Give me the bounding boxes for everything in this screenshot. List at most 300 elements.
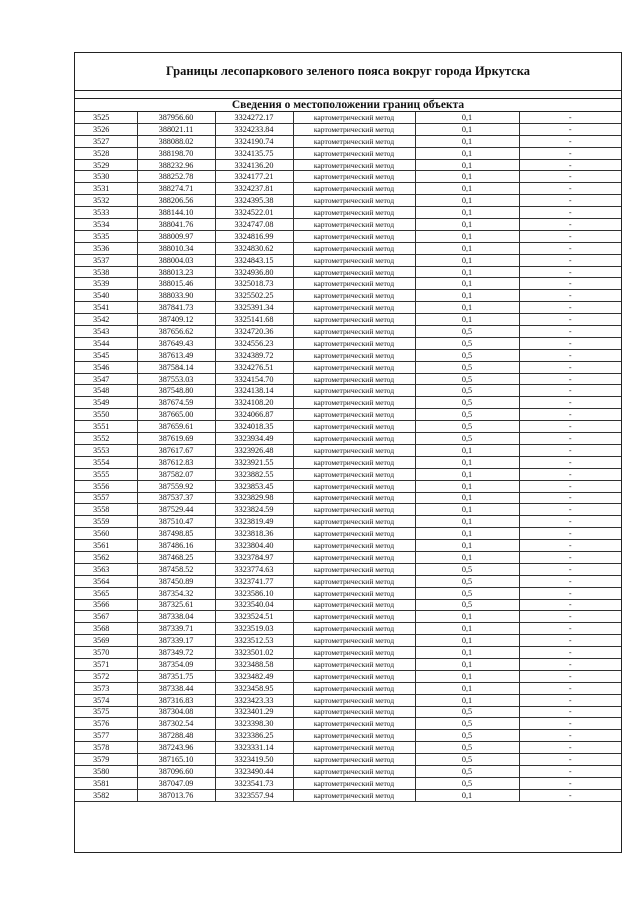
method-cell: картометрический метод xyxy=(293,195,415,207)
y-coordinate-cell: 3325141.68 xyxy=(215,314,293,326)
point-number-cell: 3557 xyxy=(75,492,137,504)
note-cell: - xyxy=(519,540,621,552)
y-coordinate-cell: 3324556.23 xyxy=(215,337,293,349)
x-coordinate-cell: 387613.49 xyxy=(137,349,215,361)
note-cell: - xyxy=(519,433,621,445)
y-coordinate-cell: 3323819.49 xyxy=(215,516,293,528)
method-cell: картометрический метод xyxy=(293,444,415,456)
point-number-cell: 3547 xyxy=(75,373,137,385)
accuracy-cell: 0,5 xyxy=(415,742,519,754)
note-cell: - xyxy=(519,123,621,135)
x-coordinate-cell: 387349.72 xyxy=(137,647,215,659)
x-coordinate-cell: 387510.47 xyxy=(137,516,215,528)
method-cell: картометрический метод xyxy=(293,290,415,302)
method-cell: картометрический метод xyxy=(293,242,415,254)
x-coordinate-cell: 387956.60 xyxy=(137,112,215,123)
point-number-cell: 3544 xyxy=(75,337,137,349)
table-row xyxy=(75,337,621,349)
note-cell: - xyxy=(519,754,621,766)
accuracy-cell: 0,1 xyxy=(415,658,519,670)
point-number-cell: 3571 xyxy=(75,658,137,670)
y-coordinate-cell: 3323519.03 xyxy=(215,623,293,635)
accuracy-cell: 0,5 xyxy=(415,765,519,777)
point-number-cell: 3555 xyxy=(75,468,137,480)
method-cell: картометрический метод xyxy=(293,230,415,242)
y-coordinate-cell: 3325391.34 xyxy=(215,302,293,314)
note-cell: - xyxy=(519,468,621,480)
y-coordinate-cell: 3323419.50 xyxy=(215,754,293,766)
accuracy-cell: 0,5 xyxy=(415,754,519,766)
accuracy-cell: 0,1 xyxy=(415,123,519,135)
y-coordinate-cell: 3324018.35 xyxy=(215,421,293,433)
method-cell: картометрический метод xyxy=(293,647,415,659)
y-coordinate-cell: 3323882.55 xyxy=(215,468,293,480)
note-cell: - xyxy=(519,171,621,183)
accuracy-cell: 0,1 xyxy=(415,635,519,647)
x-coordinate-cell: 387617.67 xyxy=(137,444,215,456)
coordinates-table xyxy=(75,112,621,802)
point-number-cell: 3570 xyxy=(75,647,137,659)
table-row xyxy=(75,242,621,254)
x-coordinate-cell: 387047.09 xyxy=(137,777,215,789)
method-cell: картометрический метод xyxy=(293,528,415,540)
document-title: Границы лесопаркового зеленого пояса вокруг города Иркутска xyxy=(75,53,621,91)
table-row xyxy=(75,647,621,659)
point-number-cell: 3556 xyxy=(75,480,137,492)
table-row xyxy=(75,290,621,302)
table-row xyxy=(75,433,621,445)
accuracy-cell: 0,1 xyxy=(415,504,519,516)
table-row xyxy=(75,159,621,171)
table-row xyxy=(75,528,621,540)
note-cell: - xyxy=(519,718,621,730)
method-cell: картометрический метод xyxy=(293,409,415,421)
point-number-cell: 3565 xyxy=(75,587,137,599)
point-number-cell: 3574 xyxy=(75,694,137,706)
point-number-cell: 3539 xyxy=(75,278,137,290)
table-row xyxy=(75,444,621,456)
x-coordinate-cell: 387165.10 xyxy=(137,754,215,766)
point-number-cell: 3564 xyxy=(75,575,137,587)
point-number-cell: 3551 xyxy=(75,421,137,433)
note-cell: - xyxy=(519,314,621,326)
y-coordinate-cell: 3323557.94 xyxy=(215,789,293,801)
x-coordinate-cell: 387339.71 xyxy=(137,623,215,635)
x-coordinate-cell: 387498.85 xyxy=(137,528,215,540)
note-cell: - xyxy=(519,670,621,682)
method-cell: картометрический метод xyxy=(293,777,415,789)
y-coordinate-cell: 3324816.99 xyxy=(215,230,293,242)
point-number-cell: 3577 xyxy=(75,730,137,742)
point-number-cell: 3563 xyxy=(75,563,137,575)
accuracy-cell: 0,1 xyxy=(415,219,519,231)
x-coordinate-cell: 388232.96 xyxy=(137,159,215,171)
point-number-cell: 3533 xyxy=(75,207,137,219)
y-coordinate-cell: 3324747.08 xyxy=(215,219,293,231)
accuracy-cell: 0,1 xyxy=(415,623,519,635)
point-number-cell: 3572 xyxy=(75,670,137,682)
table-row xyxy=(75,694,621,706)
accuracy-cell: 0,1 xyxy=(415,159,519,171)
y-coordinate-cell: 3324395.38 xyxy=(215,195,293,207)
point-number-cell: 3558 xyxy=(75,504,137,516)
accuracy-cell: 0,1 xyxy=(415,171,519,183)
accuracy-cell: 0,1 xyxy=(415,207,519,219)
point-number-cell: 3566 xyxy=(75,599,137,611)
x-coordinate-cell: 387486.16 xyxy=(137,540,215,552)
x-coordinate-cell: 387553.03 xyxy=(137,373,215,385)
method-cell: картометрический метод xyxy=(293,266,415,278)
method-cell: картометрический метод xyxy=(293,504,415,516)
point-number-cell: 3526 xyxy=(75,123,137,135)
point-number-cell: 3581 xyxy=(75,777,137,789)
x-coordinate-cell: 387338.04 xyxy=(137,611,215,623)
accuracy-cell: 0,1 xyxy=(415,135,519,147)
point-number-cell: 3549 xyxy=(75,397,137,409)
point-number-cell: 3575 xyxy=(75,706,137,718)
note-cell: - xyxy=(519,278,621,290)
point-number-cell: 3559 xyxy=(75,516,137,528)
section-subtitle: Сведения о местоположении границ объекта xyxy=(75,99,621,112)
table-row xyxy=(75,575,621,587)
y-coordinate-cell: 3323331.14 xyxy=(215,742,293,754)
note-cell: - xyxy=(519,230,621,242)
table-row xyxy=(75,361,621,373)
y-coordinate-cell: 3324276.51 xyxy=(215,361,293,373)
method-cell: картометрический метод xyxy=(293,278,415,290)
table-row xyxy=(75,314,621,326)
accuracy-cell: 0,5 xyxy=(415,433,519,445)
accuracy-cell: 0,5 xyxy=(415,385,519,397)
x-coordinate-cell: 387612.83 xyxy=(137,456,215,468)
note-cell: - xyxy=(519,290,621,302)
method-cell: картометрический метод xyxy=(293,670,415,682)
table-row xyxy=(75,777,621,789)
table-row xyxy=(75,765,621,777)
method-cell: картометрический метод xyxy=(293,611,415,623)
y-coordinate-cell: 3325018.73 xyxy=(215,278,293,290)
accuracy-cell: 0,5 xyxy=(415,421,519,433)
table-row xyxy=(75,397,621,409)
accuracy-cell: 0,5 xyxy=(415,575,519,587)
method-cell: картометрический метод xyxy=(293,587,415,599)
accuracy-cell: 0,1 xyxy=(415,266,519,278)
method-cell: картометрический метод xyxy=(293,326,415,338)
point-number-cell: 3537 xyxy=(75,254,137,266)
note-cell: - xyxy=(519,563,621,575)
x-coordinate-cell: 387458.52 xyxy=(137,563,215,575)
point-number-cell: 3582 xyxy=(75,789,137,801)
accuracy-cell: 0,5 xyxy=(415,349,519,361)
accuracy-cell: 0,5 xyxy=(415,373,519,385)
table-row xyxy=(75,456,621,468)
accuracy-cell: 0,1 xyxy=(415,302,519,314)
note-cell: - xyxy=(519,266,621,278)
point-number-cell: 3536 xyxy=(75,242,137,254)
accuracy-cell: 0,5 xyxy=(415,563,519,575)
point-number-cell: 3527 xyxy=(75,135,137,147)
method-cell: картометрический метод xyxy=(293,599,415,611)
x-coordinate-cell: 388144.10 xyxy=(137,207,215,219)
table-row xyxy=(75,658,621,670)
accuracy-cell: 0,1 xyxy=(415,682,519,694)
table-row xyxy=(75,623,621,635)
method-cell: картометрический метод xyxy=(293,551,415,563)
method-cell: картометрический метод xyxy=(293,765,415,777)
y-coordinate-cell: 3323824.59 xyxy=(215,504,293,516)
x-coordinate-cell: 387649.43 xyxy=(137,337,215,349)
note-cell: - xyxy=(519,159,621,171)
method-cell: картометрический метод xyxy=(293,147,415,159)
note-cell: - xyxy=(519,551,621,563)
accuracy-cell: 0,1 xyxy=(415,254,519,266)
x-coordinate-cell: 387338.44 xyxy=(137,682,215,694)
method-cell: картометрический метод xyxy=(293,421,415,433)
method-cell: картометрический метод xyxy=(293,754,415,766)
note-cell: - xyxy=(519,682,621,694)
method-cell: картометрический метод xyxy=(293,361,415,373)
method-cell: картометрический метод xyxy=(293,159,415,171)
x-coordinate-cell: 387339.17 xyxy=(137,635,215,647)
note-cell: - xyxy=(519,765,621,777)
x-coordinate-cell: 387619.69 xyxy=(137,433,215,445)
accuracy-cell: 0,5 xyxy=(415,337,519,349)
accuracy-cell: 0,1 xyxy=(415,480,519,492)
x-coordinate-cell: 388252.78 xyxy=(137,171,215,183)
method-cell: картометрический метод xyxy=(293,682,415,694)
y-coordinate-cell: 3324136.20 xyxy=(215,159,293,171)
document-frame xyxy=(74,52,622,853)
method-cell: картометрический метод xyxy=(293,540,415,552)
table-row xyxy=(75,718,621,730)
method-cell: картометрический метод xyxy=(293,433,415,445)
method-cell: картометрический метод xyxy=(293,456,415,468)
y-coordinate-cell: 3323401.29 xyxy=(215,706,293,718)
x-coordinate-cell: 387584.14 xyxy=(137,361,215,373)
accuracy-cell: 0,1 xyxy=(415,314,519,326)
y-coordinate-cell: 3323541.73 xyxy=(215,777,293,789)
table-row xyxy=(75,385,621,397)
table-row xyxy=(75,326,621,338)
note-cell: - xyxy=(519,528,621,540)
y-coordinate-cell: 3325502.25 xyxy=(215,290,293,302)
table-row xyxy=(75,147,621,159)
x-coordinate-cell: 388015.46 xyxy=(137,278,215,290)
note-cell: - xyxy=(519,730,621,742)
y-coordinate-cell: 3323818.36 xyxy=(215,528,293,540)
x-coordinate-cell: 387529.44 xyxy=(137,504,215,516)
note-cell: - xyxy=(519,611,621,623)
method-cell: картометрический метод xyxy=(293,302,415,314)
point-number-cell: 3542 xyxy=(75,314,137,326)
note-cell: - xyxy=(519,349,621,361)
y-coordinate-cell: 3323774.63 xyxy=(215,563,293,575)
y-coordinate-cell: 3323741.77 xyxy=(215,575,293,587)
table-row xyxy=(75,754,621,766)
accuracy-cell: 0,1 xyxy=(415,147,519,159)
table-row xyxy=(75,611,621,623)
point-number-cell: 3553 xyxy=(75,444,137,456)
accuracy-cell: 0,1 xyxy=(415,230,519,242)
y-coordinate-cell: 3324389.72 xyxy=(215,349,293,361)
note-cell: - xyxy=(519,777,621,789)
table-row xyxy=(75,789,621,801)
method-cell: картометрический метод xyxy=(293,635,415,647)
accuracy-cell: 0,1 xyxy=(415,112,519,123)
y-coordinate-cell: 3323398.30 xyxy=(215,718,293,730)
y-coordinate-cell: 3323540.04 xyxy=(215,599,293,611)
method-cell: картометрический метод xyxy=(293,575,415,587)
table-row xyxy=(75,682,621,694)
accuracy-cell: 0,1 xyxy=(415,540,519,552)
accuracy-cell: 0,5 xyxy=(415,777,519,789)
method-cell: картометрический метод xyxy=(293,373,415,385)
point-number-cell: 3569 xyxy=(75,635,137,647)
point-number-cell: 3543 xyxy=(75,326,137,338)
y-coordinate-cell: 3323490.44 xyxy=(215,765,293,777)
table-row xyxy=(75,266,621,278)
y-coordinate-cell: 3324177.21 xyxy=(215,171,293,183)
point-number-cell: 3573 xyxy=(75,682,137,694)
method-cell: картометрический метод xyxy=(293,694,415,706)
x-coordinate-cell: 388009.97 xyxy=(137,230,215,242)
y-coordinate-cell: 3324237.81 xyxy=(215,183,293,195)
table-row xyxy=(75,219,621,231)
table-row xyxy=(75,742,621,754)
x-coordinate-cell: 388010.34 xyxy=(137,242,215,254)
method-cell: картометрический метод xyxy=(293,480,415,492)
accuracy-cell: 0,5 xyxy=(415,599,519,611)
accuracy-cell: 0,1 xyxy=(415,468,519,480)
note-cell: - xyxy=(519,516,621,528)
method-cell: картометрический метод xyxy=(293,658,415,670)
method-cell: картометрический метод xyxy=(293,516,415,528)
table-row xyxy=(75,135,621,147)
y-coordinate-cell: 3323853.45 xyxy=(215,480,293,492)
x-coordinate-cell: 387354.32 xyxy=(137,587,215,599)
note-cell: - xyxy=(519,219,621,231)
y-coordinate-cell: 3323524.51 xyxy=(215,611,293,623)
point-number-cell: 3530 xyxy=(75,171,137,183)
note-cell: - xyxy=(519,326,621,338)
accuracy-cell: 0,1 xyxy=(415,551,519,563)
accuracy-cell: 0,1 xyxy=(415,183,519,195)
note-cell: - xyxy=(519,742,621,754)
table-row xyxy=(75,171,621,183)
accuracy-cell: 0,5 xyxy=(415,326,519,338)
y-coordinate-cell: 3324138.14 xyxy=(215,385,293,397)
note-cell: - xyxy=(519,183,621,195)
table-body xyxy=(75,112,621,801)
accuracy-cell: 0,1 xyxy=(415,789,519,801)
x-coordinate-cell: 388088.02 xyxy=(137,135,215,147)
table-row xyxy=(75,563,621,575)
method-cell: картометрический метод xyxy=(293,706,415,718)
y-coordinate-cell: 3324830.62 xyxy=(215,242,293,254)
table-row xyxy=(75,409,621,421)
accuracy-cell: 0,1 xyxy=(415,647,519,659)
point-number-cell: 3540 xyxy=(75,290,137,302)
accuracy-cell: 0,1 xyxy=(415,492,519,504)
accuracy-cell: 0,5 xyxy=(415,718,519,730)
x-coordinate-cell: 388206.56 xyxy=(137,195,215,207)
point-number-cell: 3535 xyxy=(75,230,137,242)
note-cell: - xyxy=(519,409,621,421)
method-cell: картометрический метод xyxy=(293,468,415,480)
x-coordinate-cell: 387656.62 xyxy=(137,326,215,338)
y-coordinate-cell: 3323921.55 xyxy=(215,456,293,468)
point-number-cell: 3545 xyxy=(75,349,137,361)
table-row xyxy=(75,207,621,219)
x-coordinate-cell: 388004.03 xyxy=(137,254,215,266)
method-cell: картометрический метод xyxy=(293,135,415,147)
accuracy-cell: 0,1 xyxy=(415,456,519,468)
method-cell: картометрический метод xyxy=(293,385,415,397)
y-coordinate-cell: 3324522.01 xyxy=(215,207,293,219)
y-coordinate-cell: 3324272.17 xyxy=(215,112,293,123)
x-coordinate-cell: 387351.75 xyxy=(137,670,215,682)
y-coordinate-cell: 3324843.15 xyxy=(215,254,293,266)
point-number-cell: 3532 xyxy=(75,195,137,207)
y-coordinate-cell: 3323586.10 xyxy=(215,587,293,599)
note-cell: - xyxy=(519,302,621,314)
accuracy-cell: 0,1 xyxy=(415,242,519,254)
note-cell: - xyxy=(519,361,621,373)
note-cell: - xyxy=(519,444,621,456)
method-cell: картометрический метод xyxy=(293,171,415,183)
y-coordinate-cell: 3323926.48 xyxy=(215,444,293,456)
method-cell: картометрический метод xyxy=(293,492,415,504)
point-number-cell: 3525 xyxy=(75,112,137,123)
point-number-cell: 3529 xyxy=(75,159,137,171)
y-coordinate-cell: 3323784.97 xyxy=(215,551,293,563)
x-coordinate-cell: 387468.25 xyxy=(137,551,215,563)
y-coordinate-cell: 3323934.49 xyxy=(215,433,293,445)
x-coordinate-cell: 388198.70 xyxy=(137,147,215,159)
point-number-cell: 3562 xyxy=(75,551,137,563)
note-cell: - xyxy=(519,789,621,801)
method-cell: картометрический метод xyxy=(293,349,415,361)
x-coordinate-cell: 387302.54 xyxy=(137,718,215,730)
accuracy-cell: 0,1 xyxy=(415,670,519,682)
note-cell: - xyxy=(519,504,621,516)
method-cell: картометрический метод xyxy=(293,183,415,195)
table-row xyxy=(75,540,621,552)
x-coordinate-cell: 387665.00 xyxy=(137,409,215,421)
table-row xyxy=(75,504,621,516)
y-coordinate-cell: 3323501.02 xyxy=(215,647,293,659)
table-row xyxy=(75,112,621,123)
table-row xyxy=(75,706,621,718)
point-number-cell: 3538 xyxy=(75,266,137,278)
x-coordinate-cell: 387316.83 xyxy=(137,694,215,706)
x-coordinate-cell: 387013.76 xyxy=(137,789,215,801)
point-number-cell: 3546 xyxy=(75,361,137,373)
note-cell: - xyxy=(519,254,621,266)
note-cell: - xyxy=(519,647,621,659)
table-row xyxy=(75,551,621,563)
point-number-cell: 3531 xyxy=(75,183,137,195)
spacer-row xyxy=(75,91,621,99)
table-row xyxy=(75,599,621,611)
y-coordinate-cell: 3324233.84 xyxy=(215,123,293,135)
x-coordinate-cell: 387582.07 xyxy=(137,468,215,480)
y-coordinate-cell: 3323829.98 xyxy=(215,492,293,504)
point-number-cell: 3541 xyxy=(75,302,137,314)
method-cell: картометрический метод xyxy=(293,742,415,754)
method-cell: картометрический метод xyxy=(293,789,415,801)
method-cell: картометрический метод xyxy=(293,112,415,123)
